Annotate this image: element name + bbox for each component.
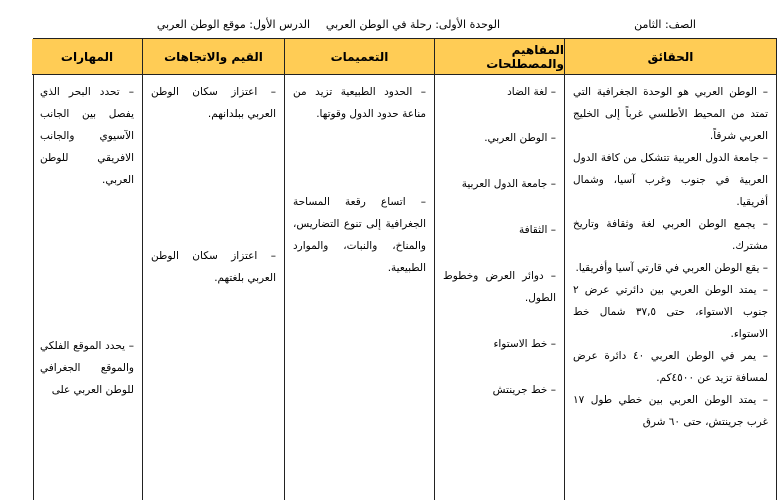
document-header — [38, 14, 752, 36]
header-skills: المهارات — [32, 39, 142, 75]
concept-item: – جامعة الدول العربية — [461, 178, 556, 190]
fact-item: – يمتد الوطن العربي بين خطي طول ١٧ غرب جرينتش، حتى ٦٠ شرق — [573, 394, 768, 428]
skills-column — [32, 75, 142, 500]
header-facts: الحقائق — [564, 39, 776, 75]
lesson-table — [33, 38, 777, 500]
concept-item: – خط جرينتش — [492, 384, 556, 396]
facts-column — [564, 75, 776, 500]
concept-item: – الوطن العربي. — [484, 132, 556, 144]
value-item: – اعتزاز سكان الوطن العربي بلغتهم. — [151, 250, 276, 284]
fact-item: – يقع الوطن العربي في قارتي آسيا وأفريقيا. — [575, 262, 768, 274]
header-values: القيم والاتجاهات — [142, 39, 284, 75]
header-generalizations: التعميمات — [284, 39, 434, 75]
generalization-item: – اتساع رقعة المساحة الجغرافية إلى تنوع التضاريس، والمناخ، والنبات، والموارد الطبيعية. — [293, 196, 426, 274]
concepts-column — [434, 75, 564, 500]
lesson-label: الدرس الأول: موقع الوطن العربي — [156, 18, 310, 31]
values-column — [142, 75, 284, 500]
concept-item: – الثقافة — [518, 224, 556, 236]
fact-item: – يجمع الوطن العربي لغة وثقافة وتاريخ مشترك. — [573, 218, 768, 252]
fact-item: – جامعة الدول العربية تتشكل من كافة الدول العربية في جنوب وغرب آسيا، وشمال أفريقيا. — [573, 152, 768, 208]
fact-item: – يمر في الوطن العربي ٤٠ دائرة عرض لمسافة تزيد عن ٤٥٠٠كم. — [573, 350, 768, 384]
concept-item: – دوائر العرض وخطوط الطول. — [443, 270, 556, 304]
header-concepts: المفاهيم والمصطلحات — [434, 39, 564, 75]
generalizations-column — [284, 75, 434, 500]
generalization-item: – الحدود الطبيعية تزيد من مناعة حدود الدول وقوتها. — [293, 86, 426, 120]
fact-item: – يمتد الوطن العربي بين دائرتي عرض ٢ جنوب الاستواء، حتى ٣٧,٥ شمال خط الاستواء. — [573, 284, 768, 340]
concept-item: – لغة الضاد — [507, 86, 556, 98]
skill-item: – يحدد الموقع الفلكي والموقع الجغرافي للوطن العربي على — [40, 340, 134, 396]
fact-item: – الوطن العربي هو الوحدة الجغرافية التي تمتد من المحيط الأطلسي غرباً إلى الخليج العربي شرقاً. — [573, 86, 768, 142]
skill-item: – تحدد البحر الذي يفصل بين الجانب الآسيوي والجانب الافريقي للوطن العربي. — [40, 86, 134, 186]
class-label: الصف: الثامن — [634, 18, 696, 31]
unit-label: الوحدة الأولى: رحلة في الوطن العربي — [325, 18, 500, 31]
value-item: – اعتزاز سكان الوطن العربي ببلدانهم. — [151, 86, 276, 120]
concept-item: – خط الاستواء — [493, 338, 556, 350]
